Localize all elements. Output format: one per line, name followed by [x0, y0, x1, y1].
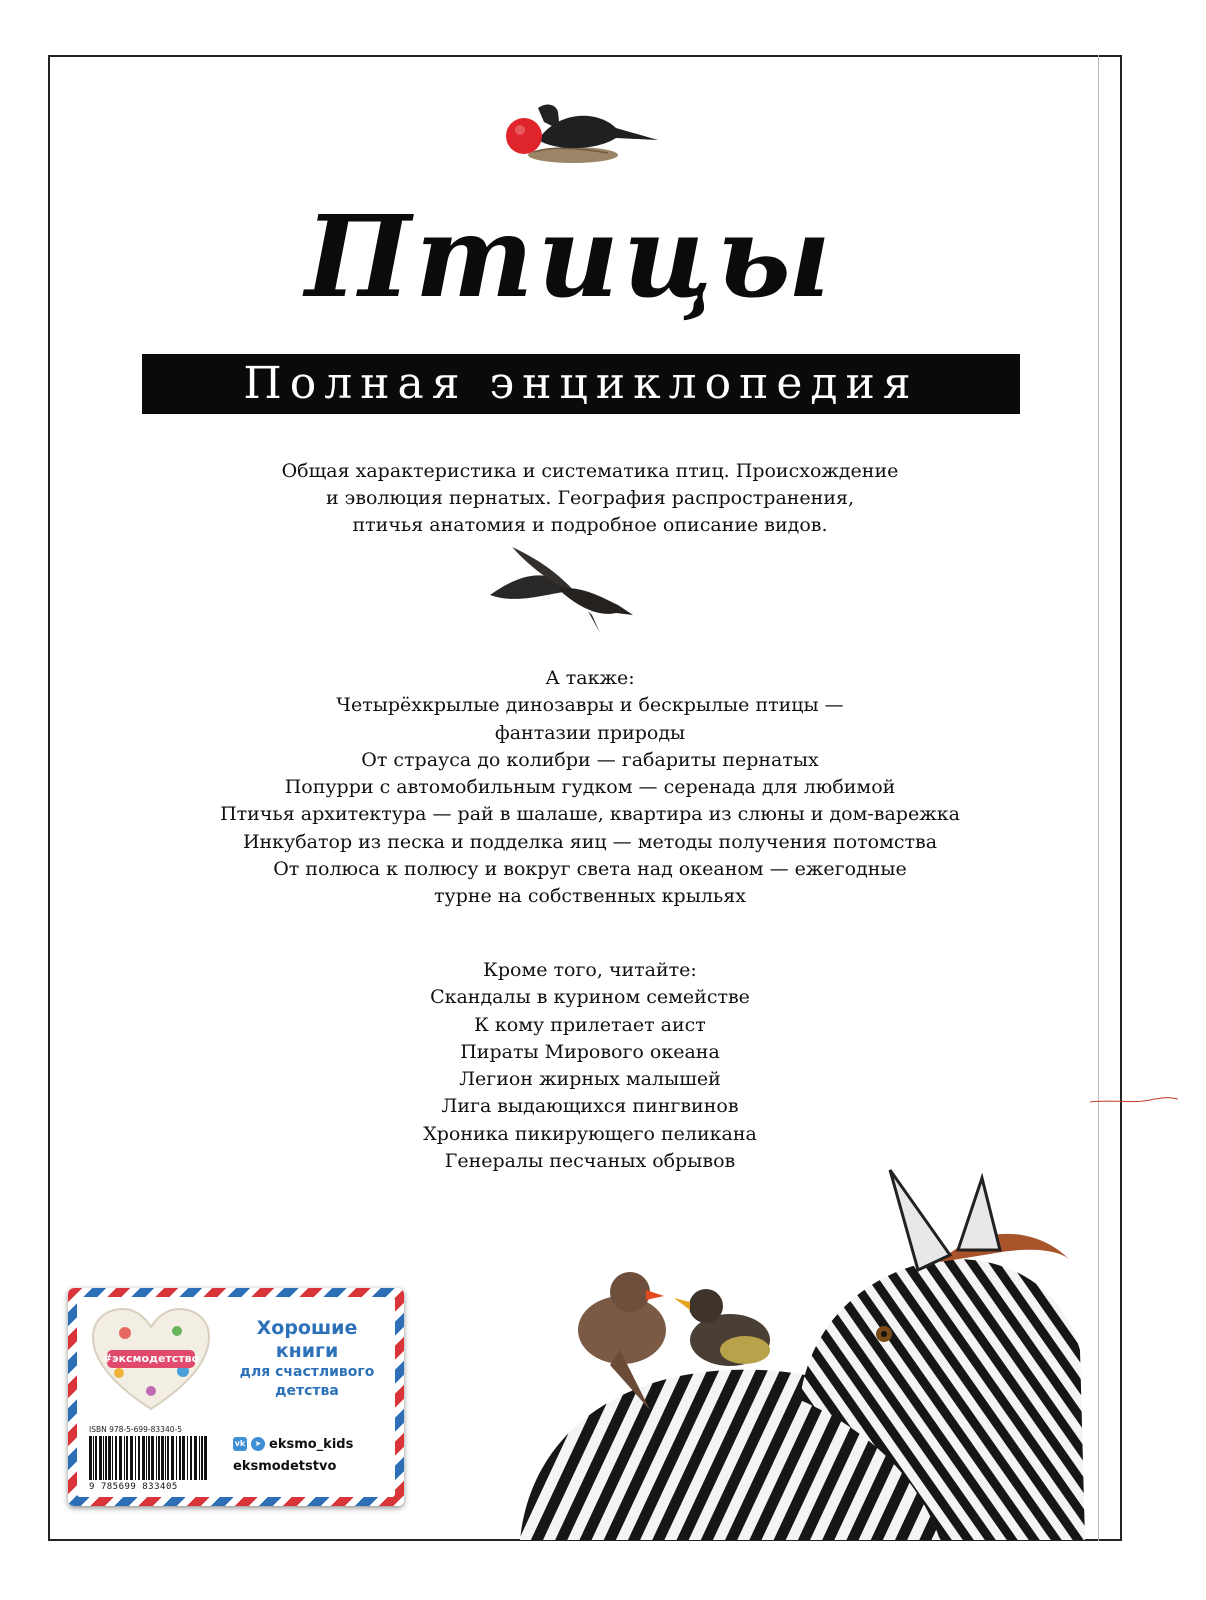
also-item: Инкубатор из песка и подделка яиц — методы получения потомства	[242, 830, 938, 853]
also-item: фантазии природы	[494, 721, 686, 744]
barcode-bar	[105, 1436, 107, 1480]
more-heading: Кроме того, читайте:	[483, 959, 697, 981]
also-section	[140, 665, 1040, 911]
flying-frigatebird-illustration	[488, 545, 638, 637]
more-section	[140, 957, 1040, 1175]
publisher-sticker	[68, 1288, 404, 1506]
more-item: К кому прилетает аист	[474, 1013, 706, 1036]
barcode-bar	[115, 1436, 117, 1480]
frigatebird-nest-illustration	[498, 100, 664, 168]
social-links	[233, 1433, 353, 1477]
social-row-kids[interactable]	[233, 1433, 353, 1455]
barcode-bar	[182, 1436, 185, 1480]
barcode-bar	[148, 1436, 150, 1480]
barcode-bar	[95, 1436, 97, 1480]
more-item: Генералы песчаных обрывов	[444, 1150, 736, 1173]
more-item: Пираты Мирового океана	[460, 1040, 720, 1063]
also-item: Четырёхкрылые динозавры и бескрылые птицы —	[336, 694, 844, 717]
barcode-number: 9 785699 833405	[89, 1482, 178, 1492]
barcode-bar	[119, 1436, 122, 1480]
slogan-line: книги	[275, 1340, 339, 1362]
also-item: Птичья архитектура — рай в шалаше, квартира из слюны и дом-варежка	[220, 803, 960, 826]
slogan-line: для счастливого	[239, 1364, 375, 1380]
barcode-bar	[165, 1436, 166, 1480]
barcode-bar	[204, 1436, 207, 1480]
social-handle-site: eksmodetstvo	[233, 1458, 337, 1474]
more-item: Лига выдающихся пингвинов	[441, 1095, 739, 1118]
barcode-bar	[201, 1436, 203, 1480]
barcode-bar	[135, 1436, 136, 1480]
barcode-bar	[126, 1436, 128, 1480]
barcode-bar	[124, 1436, 125, 1480]
barcode-bar	[103, 1436, 104, 1480]
book-subtitle-bar: Полная энциклопедия	[142, 354, 1020, 414]
barcode-image	[89, 1436, 209, 1482]
barcode-bar	[146, 1436, 147, 1480]
barcode-bar	[89, 1436, 92, 1480]
barcode-bar	[167, 1436, 169, 1480]
barcode-bar	[138, 1436, 140, 1480]
barcode-bar	[187, 1436, 188, 1480]
also-heading: А также:	[545, 667, 635, 689]
vk-icon: vk	[233, 1437, 247, 1451]
also-item: От страуса до колибри — габариты пернатых	[361, 748, 819, 771]
spine-edge	[1098, 55, 1123, 1541]
book-title: Птицы	[305, 192, 835, 323]
more-item: Легион жирных малышей	[459, 1068, 721, 1091]
barcode-bar	[93, 1436, 94, 1480]
more-item: Скандалы в курином семействе	[430, 986, 750, 1009]
barcode-bar	[176, 1436, 177, 1480]
sticker-content	[77, 1297, 395, 1497]
also-item: Попурри с автомобильным гудком — серенада для любимой	[284, 776, 896, 799]
red-thread-decoration	[1090, 1094, 1180, 1108]
barcode-bar	[156, 1436, 157, 1480]
barcode-bar	[130, 1436, 133, 1480]
barcode-bar	[171, 1436, 174, 1480]
slogan-line: Хорошие	[256, 1317, 358, 1339]
barcode-bar	[190, 1436, 192, 1480]
zebra-oxpeckers-illustration	[470, 1150, 1092, 1540]
barcode-bar	[151, 1436, 154, 1480]
publisher-slogan	[227, 1317, 387, 1401]
barcode-bar	[161, 1436, 164, 1480]
barcode-bar	[99, 1436, 102, 1480]
barcode-bar	[142, 1436, 145, 1480]
social-handle-kids: eksmo_kids	[269, 1436, 354, 1452]
hashtag-label: #эксмодетство	[102, 1352, 200, 1365]
slogan-line: детства	[275, 1383, 339, 1399]
book-description	[200, 458, 980, 539]
isbn-label: ISBN 978-5-699-83340-5	[89, 1425, 182, 1434]
also-item: турне на собственных крыльях	[434, 885, 746, 908]
barcode-bar	[199, 1436, 200, 1480]
description-line: Общая характеристика и систематика птиц. Происхождение	[281, 460, 899, 482]
barcode-bar	[158, 1436, 160, 1480]
telegram-icon: ➤	[251, 1437, 265, 1451]
barcode-bar	[108, 1436, 111, 1480]
barcode-bar	[179, 1436, 181, 1480]
barcode-bar	[112, 1436, 113, 1480]
barcode-bar	[194, 1436, 197, 1480]
also-item: От полюса к полюсу и вокруг света над океаном — ежегодные	[273, 858, 907, 881]
description-line: птичья анатомия и подробное описание видов.	[352, 514, 828, 536]
more-item: Хроника пикирующего пеликана	[423, 1122, 757, 1145]
social-row-site[interactable]	[233, 1455, 353, 1477]
description-line: и эволюция пернатых. География распространения,	[325, 487, 855, 509]
